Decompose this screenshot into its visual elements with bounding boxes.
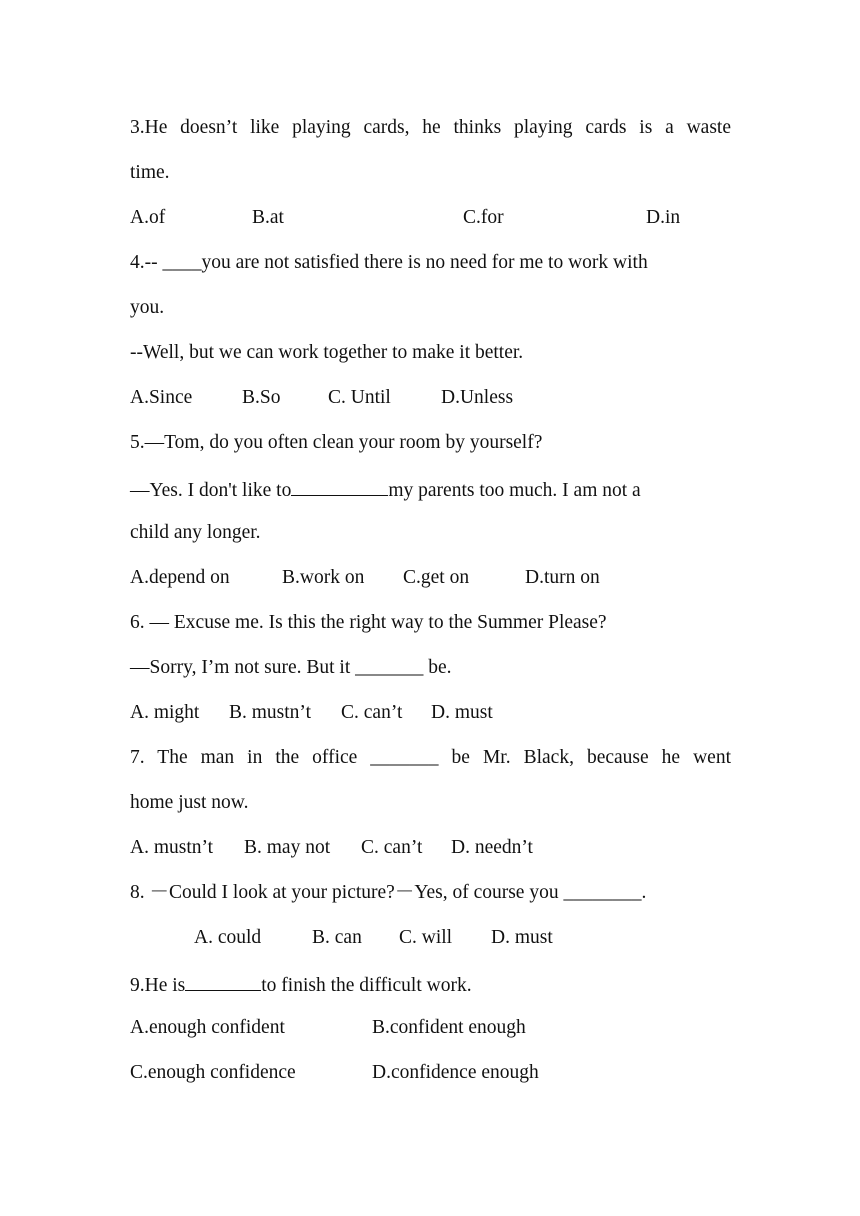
- q7-option-b: B. may not: [244, 837, 331, 858]
- q5-option-a: A.depend on: [130, 567, 230, 588]
- q9-before-blank: 9.He is: [130, 975, 186, 996]
- q7-option-c: C. can’t: [361, 837, 423, 858]
- q5-stem-line3: child any longer.: [130, 522, 261, 543]
- q9-option-c: C.enough confidence: [130, 1062, 296, 1083]
- q4-option-d: D.Unless: [441, 387, 514, 408]
- q3-stem-line1: 3.He doesn’t like playing cards, he thinks playing cards is a waste: [130, 117, 731, 138]
- q5-stem-line1: 5.—Tom, do you often clean your room by yourself?: [130, 432, 543, 453]
- q9-option-b: B.confident enough: [372, 1017, 526, 1038]
- q8-stem-line1: 8. －Could I look at your picture?－Yes, of course you ________.: [130, 882, 647, 903]
- q7-option-d: D. needn’t: [451, 837, 533, 858]
- q4-option-b: B.So: [242, 387, 281, 408]
- q3-option-d: D.in: [646, 207, 681, 228]
- q9-option-d: D.confidence enough: [372, 1062, 539, 1083]
- q3-option-b: B.at: [252, 207, 284, 228]
- q9-option-a: A.enough confident: [130, 1017, 285, 1038]
- q6-stem-line1: 6. — Excuse me. Is this the right way to the Summer Please?: [130, 612, 607, 633]
- q4-option-c: C. Until: [328, 387, 391, 408]
- q5-option-c: C.get on: [403, 567, 470, 588]
- q9-answer-blank: [185, 971, 261, 991]
- q5-option-d: D.turn on: [525, 567, 600, 588]
- q5-option-b: B.work on: [282, 567, 365, 588]
- q5-line2-after-blank: my parents too much. I am not a: [388, 480, 641, 501]
- q9-after-blank: to finish the difficult work.: [261, 975, 472, 996]
- q8-option-a: A. could: [194, 927, 262, 948]
- q6-option-b: B. mustn’t: [229, 702, 311, 723]
- q7-option-a: A. mustn’t: [130, 837, 214, 858]
- q7-stem-line2: home just now.: [130, 792, 249, 813]
- q3-option-a: A.of: [130, 207, 166, 228]
- q6-option-a: A. might: [130, 702, 200, 723]
- q5-stem-line2: [130, 476, 641, 503]
- q9-stem-line1: [130, 971, 472, 998]
- q4-option-a: A.Since: [130, 387, 193, 408]
- q7-stem-line1: 7. The man in the office _______ be Mr. Black, because he went: [130, 747, 731, 768]
- q3-option-c: C.for: [463, 207, 504, 228]
- q3-stem-line2: time.: [130, 162, 170, 183]
- q8-option-d: D. must: [491, 927, 553, 948]
- q5-answer-blank: [291, 476, 388, 496]
- q8-option-c: C. will: [399, 927, 453, 948]
- q6-option-d: D. must: [431, 702, 493, 723]
- q6-stem-line2: —Sorry, I’m not sure. But it _______ be.: [130, 657, 452, 678]
- q5-line2-before-blank: —Yes. I don't like to: [130, 480, 292, 501]
- q4-response: --Well, but we can work together to make it better.: [130, 342, 524, 363]
- q4-stem-line2: you.: [130, 297, 165, 318]
- q6-option-c: C. can’t: [341, 702, 403, 723]
- q4-stem-line1: 4.-- ____you are not satisfied there is no need for me to work with: [130, 252, 648, 273]
- q8-option-b: B. can: [312, 927, 362, 948]
